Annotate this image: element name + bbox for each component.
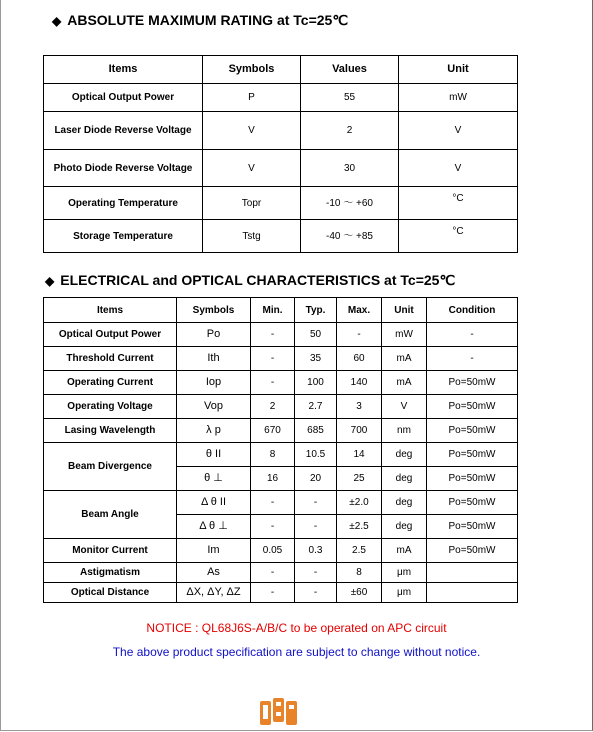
value-cell: -40 ～ +85: [301, 220, 399, 253]
symbol-cell: Δ θ II: [177, 491, 251, 515]
condition-cell: [427, 583, 518, 603]
table-row: [44, 491, 518, 515]
diamond-bullet-icon: ◆: [45, 274, 55, 288]
min-cell: -: [251, 347, 295, 371]
item-cell: Photo Diode Reverse Voltage: [44, 150, 203, 187]
elec-optical-table: [43, 297, 518, 603]
item-cell: Laser Diode Reverse Voltage: [44, 112, 203, 150]
header-symbols: Symbols: [203, 56, 301, 84]
unit-cell: mA: [382, 347, 427, 371]
table-row: [44, 539, 518, 563]
unit-cell: V: [399, 150, 518, 187]
min-cell: 0.05: [251, 539, 295, 563]
symbol-cell: λ p: [177, 419, 251, 443]
table-row: [44, 112, 518, 150]
typ-cell: -: [295, 583, 337, 603]
condition-cell: [427, 563, 518, 583]
min-cell: -: [251, 515, 295, 539]
item-cell: Operating Voltage: [44, 395, 177, 419]
table-row: [44, 220, 518, 253]
condition-cell: Po=50mW: [427, 371, 518, 395]
table-row: [44, 371, 518, 395]
symbol-cell: θ ⊥: [177, 467, 251, 491]
unit-cell: nm: [382, 419, 427, 443]
typ-cell: -: [295, 515, 337, 539]
typ-cell: 685: [295, 419, 337, 443]
min-cell: 670: [251, 419, 295, 443]
symbol-cell: θ II: [177, 443, 251, 467]
unit-cell: °C: [399, 220, 518, 253]
table-row: [44, 443, 518, 467]
header-items: Items: [44, 56, 203, 84]
condition-cell: Po=50mW: [427, 395, 518, 419]
diamond-bullet-icon: ◆: [52, 14, 62, 28]
header-symbols: Symbols: [177, 298, 251, 323]
typ-cell: 20: [295, 467, 337, 491]
typ-cell: -: [295, 563, 337, 583]
typ-cell: 0.3: [295, 539, 337, 563]
unit-cell: μm: [382, 583, 427, 603]
table-header-row: [44, 298, 518, 323]
typ-cell: 2.7: [295, 395, 337, 419]
item-cell: Optical Distance: [44, 583, 177, 603]
condition-cell: Po=50mW: [427, 515, 518, 539]
max-cell: ±2.0: [337, 491, 382, 515]
abs-heading-text: ABSOLUTE MAXIMUM RATING at Tc=25℃: [67, 12, 349, 28]
unit-cell: mA: [382, 371, 427, 395]
min-cell: -: [251, 371, 295, 395]
symbol-cell: Topr: [203, 187, 301, 220]
unit-cell: V: [382, 395, 427, 419]
apc-notice: NOTICE : QL68J6S-A/B/C to be operated on APC circuit: [146, 621, 447, 635]
unit-cell: V: [399, 112, 518, 150]
item-cell: Lasing Wavelength: [44, 419, 177, 443]
condition-cell: Po=50mW: [427, 443, 518, 467]
abs-max-rating-heading: [52, 12, 348, 29]
condition-cell: -: [427, 323, 518, 347]
abs-max-rating-table: [43, 55, 518, 253]
symbol-cell: As: [177, 563, 251, 583]
unit-cell: mW: [382, 323, 427, 347]
table-header-row: [44, 56, 518, 84]
header-min: Min.: [251, 298, 295, 323]
qsi-logo-icon: [259, 695, 299, 727]
table-row: [44, 563, 518, 583]
item-cell: Monitor Current: [44, 539, 177, 563]
condition-cell: Po=50mW: [427, 491, 518, 515]
table-row: [44, 395, 518, 419]
table-row: [44, 347, 518, 371]
max-cell: 3: [337, 395, 382, 419]
value-cell: 30: [301, 150, 399, 187]
typ-cell: 35: [295, 347, 337, 371]
header-values: Values: [301, 56, 399, 84]
min-cell: -: [251, 491, 295, 515]
unit-cell: deg: [382, 515, 427, 539]
unit-cell: μm: [382, 563, 427, 583]
condition-cell: Po=50mW: [427, 467, 518, 491]
min-cell: 2: [251, 395, 295, 419]
table-row: [44, 150, 518, 187]
max-cell: -: [337, 323, 382, 347]
item-cell: Threshold Current: [44, 347, 177, 371]
elec-heading-text: ELECTRICAL and OPTICAL CHARACTERISTICS at Tc=25℃: [60, 272, 456, 288]
table-row: [44, 84, 518, 112]
spec-change-notice: The above product specification are subject to change without notice.: [112, 645, 481, 659]
min-cell: -: [251, 563, 295, 583]
min-cell: -: [251, 323, 295, 347]
max-cell: 700: [337, 419, 382, 443]
item-cell: Storage Temperature: [44, 220, 203, 253]
item-cell: Beam Angle: [44, 491, 177, 539]
unit-cell: deg: [382, 467, 427, 491]
symbol-cell: ΔX, ΔY, ΔZ: [177, 583, 251, 603]
value-cell: -10 ～ +60: [301, 187, 399, 220]
unit-cell: deg: [382, 491, 427, 515]
symbol-cell: V: [203, 150, 301, 187]
unit-cell: °C: [399, 187, 518, 220]
max-cell: ±2.5: [337, 515, 382, 539]
max-cell: 8: [337, 563, 382, 583]
typ-cell: 10.5: [295, 443, 337, 467]
symbol-cell: P: [203, 84, 301, 112]
max-cell: 14: [337, 443, 382, 467]
max-cell: ±60: [337, 583, 382, 603]
max-cell: 25: [337, 467, 382, 491]
min-cell: 8: [251, 443, 295, 467]
table-row: [44, 187, 518, 220]
table-row: [44, 583, 518, 603]
typ-cell: -: [295, 491, 337, 515]
item-cell: Operating Temperature: [44, 187, 203, 220]
max-cell: 140: [337, 371, 382, 395]
item-cell: Optical Output Power: [44, 323, 177, 347]
max-cell: 60: [337, 347, 382, 371]
symbol-cell: Ith: [177, 347, 251, 371]
condition-cell: -: [427, 347, 518, 371]
symbol-cell: Iop: [177, 371, 251, 395]
max-cell: 2.5: [337, 539, 382, 563]
symbol-cell: Tstg: [203, 220, 301, 253]
item-cell: Operating Current: [44, 371, 177, 395]
elec-optical-heading: [45, 272, 455, 289]
condition-cell: Po=50mW: [427, 419, 518, 443]
item-cell: Astigmatism: [44, 563, 177, 583]
symbol-cell: Δ θ ⊥: [177, 515, 251, 539]
typ-cell: 50: [295, 323, 337, 347]
unit-cell: deg: [382, 443, 427, 467]
symbol-cell: Po: [177, 323, 251, 347]
unit-cell: mA: [382, 539, 427, 563]
header-items: Items: [44, 298, 177, 323]
header-unit: Unit: [382, 298, 427, 323]
condition-cell: Po=50mW: [427, 539, 518, 563]
typ-cell: 100: [295, 371, 337, 395]
item-cell: Beam Divergence: [44, 443, 177, 491]
table-row: [44, 419, 518, 443]
min-cell: -: [251, 583, 295, 603]
item-cell: Optical Output Power: [44, 84, 203, 112]
symbol-cell: Im: [177, 539, 251, 563]
value-cell: 2: [301, 112, 399, 150]
header-max: Max.: [337, 298, 382, 323]
min-cell: 16: [251, 467, 295, 491]
symbol-cell: Vop: [177, 395, 251, 419]
header-typ: Typ.: [295, 298, 337, 323]
symbol-cell: V: [203, 112, 301, 150]
header-condition: Condition: [427, 298, 518, 323]
value-cell: 55: [301, 84, 399, 112]
table-row: [44, 323, 518, 347]
header-unit: Unit: [399, 56, 518, 84]
unit-cell: mW: [399, 84, 518, 112]
